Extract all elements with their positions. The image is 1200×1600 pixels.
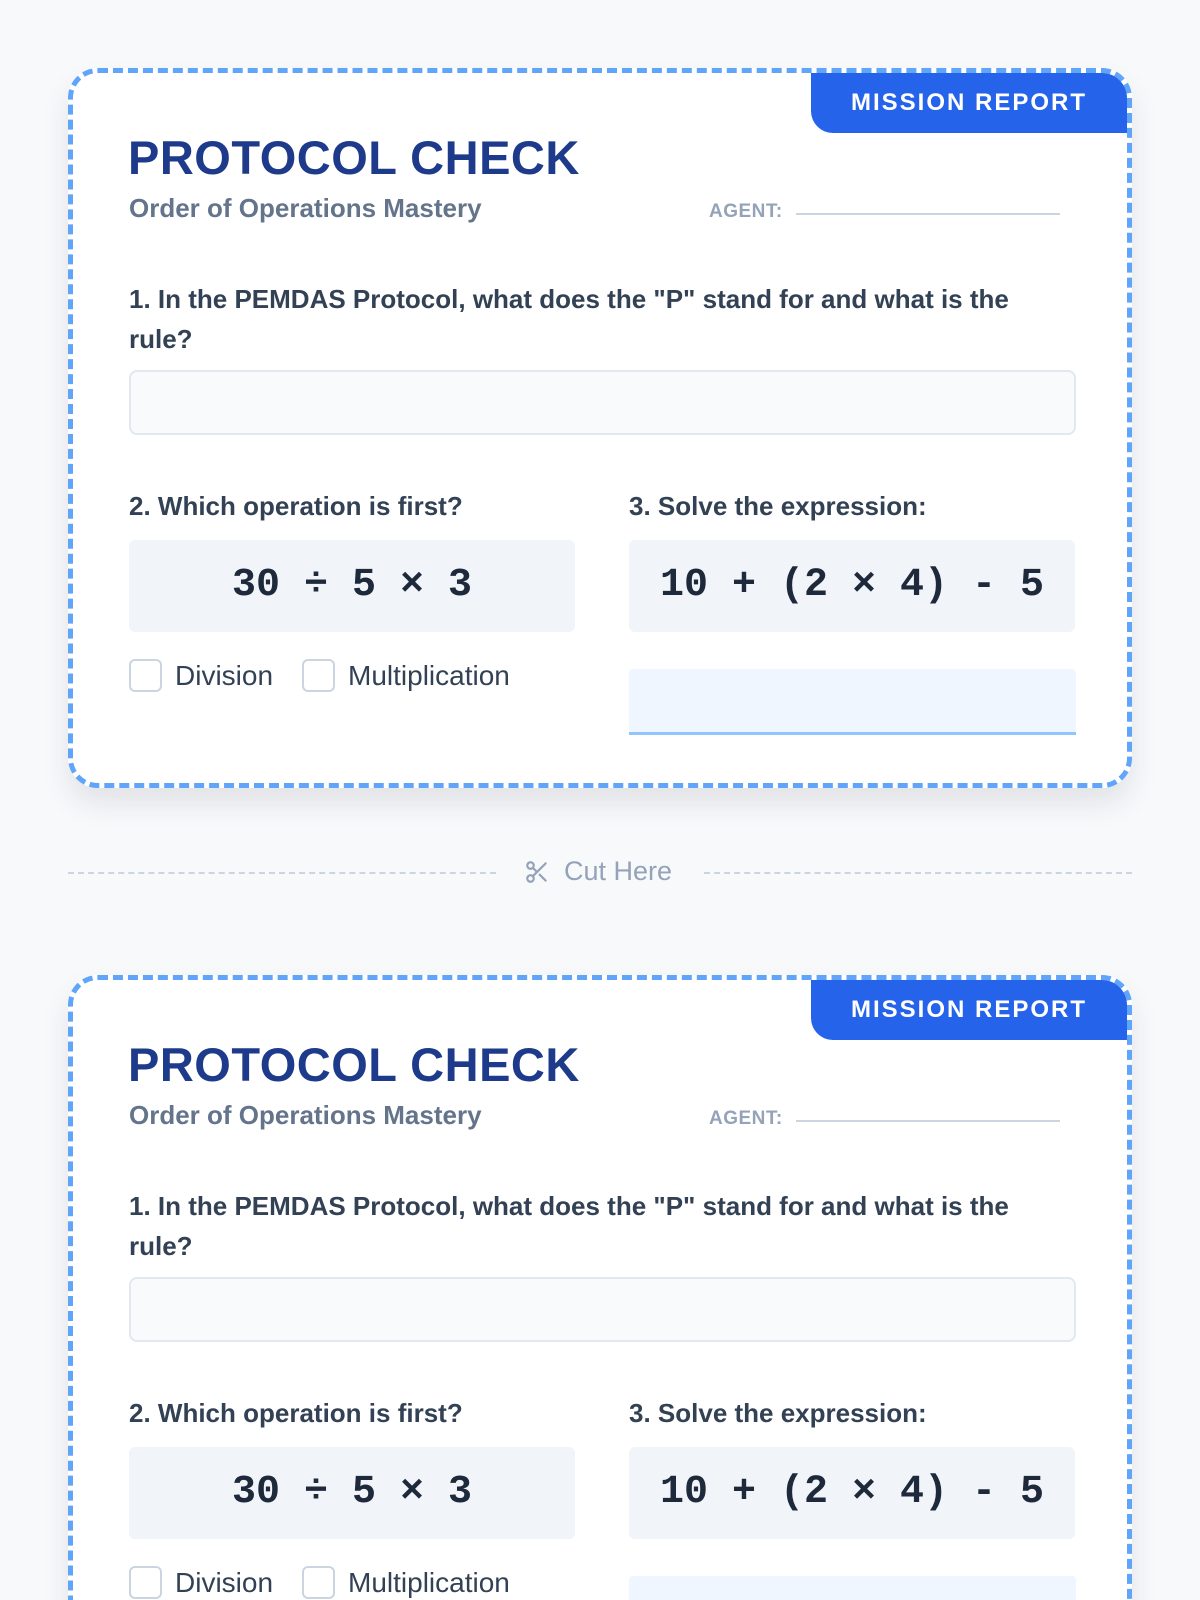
scissors-icon [524, 859, 550, 885]
cut-label [524, 856, 672, 887]
cut-here-text: Cut Here [564, 856, 673, 886]
question-1-answer-field[interactable] [129, 370, 1076, 435]
question-3: 3. Solve the expression: [629, 491, 927, 521]
question-2-expression: 30 ÷ 5 × 3 [129, 540, 575, 632]
card-subtitle: Order of Operations Mastery [129, 1100, 482, 1130]
option-label: Division [175, 1566, 274, 1598]
question-1: 1. In the PEMDAS Protocol, what does the "P" stand for and what is the rule? [129, 1191, 1009, 1261]
mission-report-badge: MISSION REPORT [811, 980, 1127, 1040]
mission-report-card [68, 975, 1132, 1600]
question-2-expression: 30 ÷ 5 × 3 [129, 1447, 575, 1539]
cut-line [68, 848, 1132, 900]
option-division[interactable] [129, 659, 273, 692]
card-title: PROTOCOL CHECK [128, 131, 580, 184]
multiplication-checkbox[interactable] [302, 659, 335, 692]
question-2: 2. Which operation is first? [129, 491, 463, 521]
cut-dash-right [704, 872, 1132, 874]
cut-dash-left [68, 872, 496, 874]
question-2: 2. Which operation is first? [129, 1398, 463, 1428]
option-division[interactable] [129, 1566, 273, 1599]
question-3-answer-field[interactable] [629, 1576, 1076, 1600]
agent-label: AGENT: [709, 1108, 783, 1129]
question-1: 1. In the PEMDAS Protocol, what does the "P" stand for and what is the rule? [129, 284, 1009, 354]
option-label: Division [175, 659, 274, 691]
mission-report-card [68, 68, 1132, 788]
division-checkbox[interactable] [129, 1566, 162, 1599]
option-multiplication[interactable] [302, 1566, 510, 1599]
card-title: PROTOCOL CHECK [128, 1038, 580, 1091]
question-3: 3. Solve the expression: [629, 1398, 927, 1428]
mission-report-badge: MISSION REPORT [811, 73, 1127, 133]
option-multiplication[interactable] [302, 659, 510, 692]
question-3-answer-field[interactable] [629, 669, 1076, 735]
agent-name-line[interactable] [796, 213, 1060, 215]
option-label: Multiplication [348, 1566, 510, 1598]
division-checkbox[interactable] [129, 659, 162, 692]
question-1-answer-field[interactable] [129, 1277, 1076, 1342]
agent-name-line[interactable] [796, 1120, 1060, 1122]
question-3-expression: 10 + (2 × 4) - 5 [629, 1447, 1075, 1539]
question-3-expression: 10 + (2 × 4) - 5 [629, 540, 1075, 632]
agent-label: AGENT: [709, 201, 783, 222]
option-label: Multiplication [348, 659, 510, 691]
card-subtitle: Order of Operations Mastery [129, 193, 482, 223]
multiplication-checkbox[interactable] [302, 1566, 335, 1599]
